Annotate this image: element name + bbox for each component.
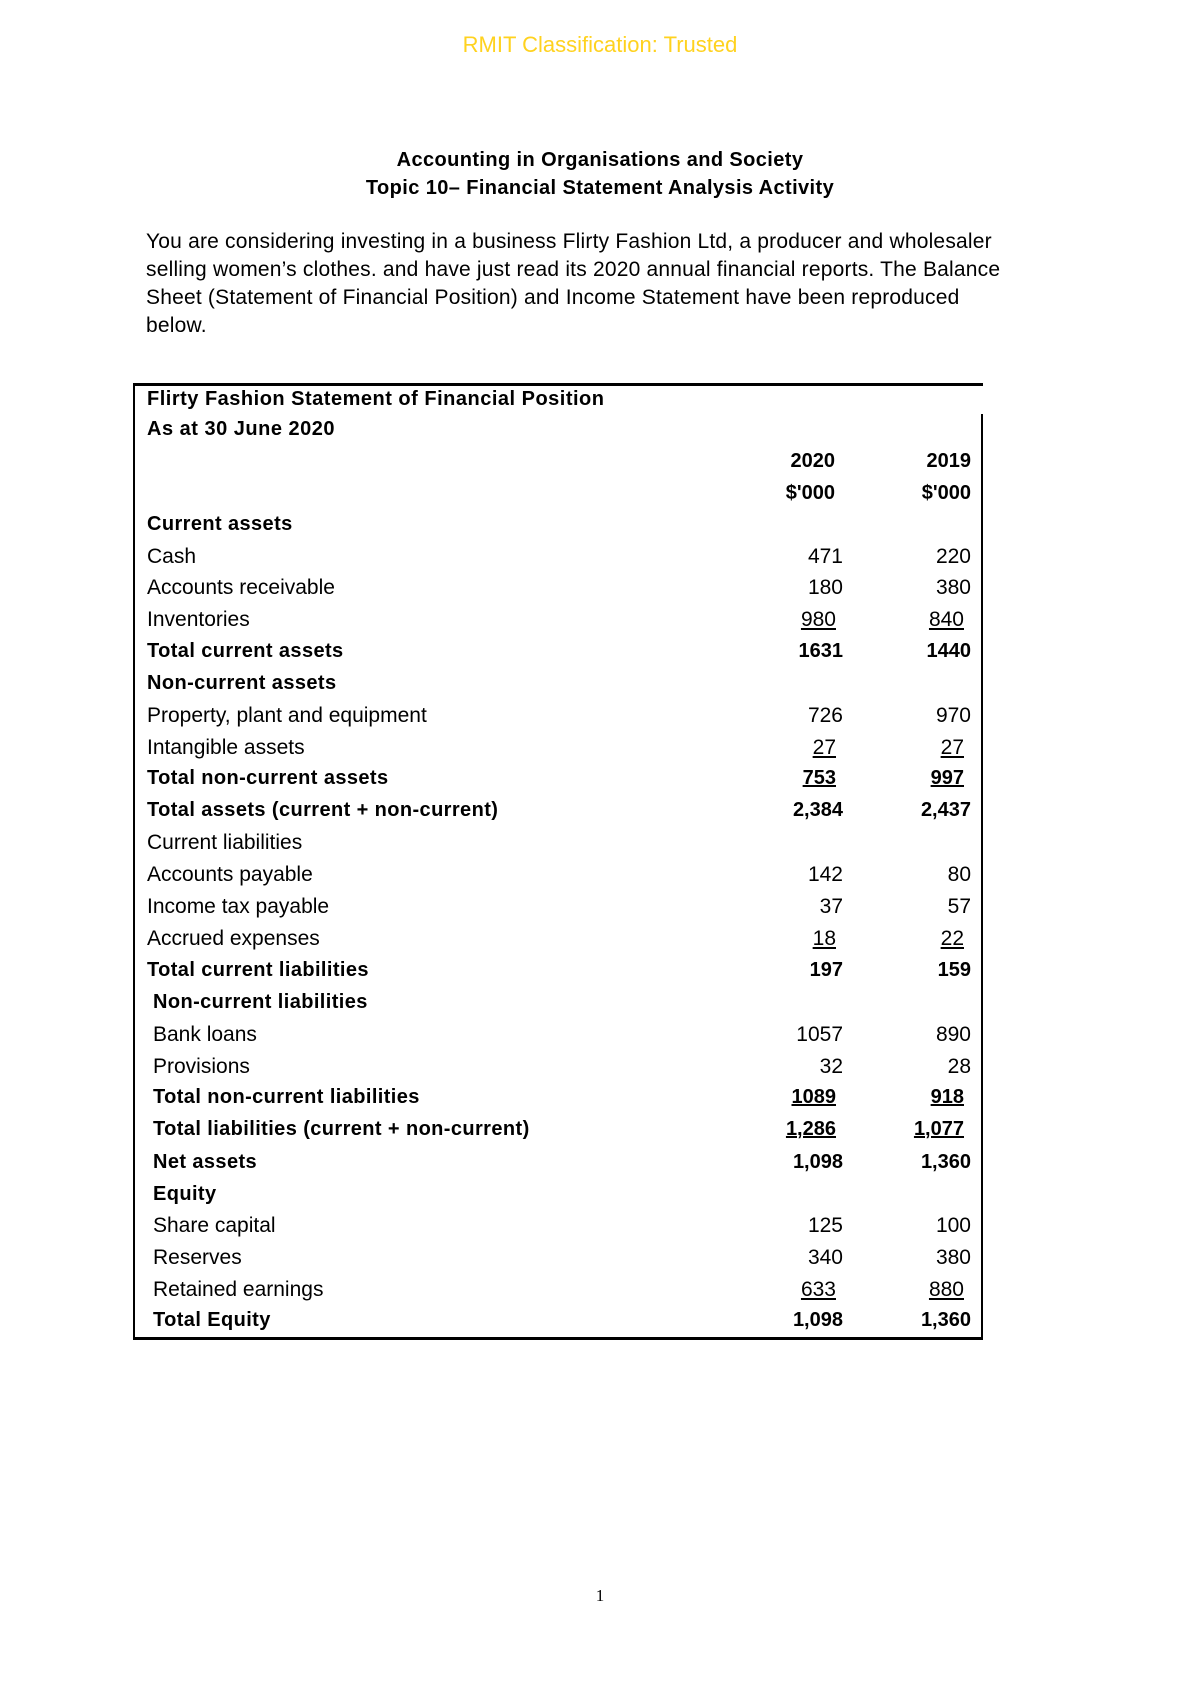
- unit-header-2020: $'000: [785, 482, 835, 504]
- row-value-2020: 753: [802, 767, 836, 789]
- row-value-2020: 1057: [796, 1023, 843, 1046]
- row-value-2019: 880: [928, 1278, 964, 1301]
- table-row: [135, 1055, 983, 1087]
- row-value-2020: 1,098: [792, 1151, 843, 1173]
- row-value-2019: 840: [928, 608, 964, 631]
- row-value-2019: 22: [940, 927, 964, 950]
- row-label: Reserves: [153, 1246, 242, 1269]
- row-label: Accounts receivable: [147, 576, 335, 599]
- row-label: Accounts payable: [147, 863, 313, 886]
- table-row: [135, 545, 983, 577]
- table-row: [135, 1183, 983, 1215]
- row-label: Bank loans: [153, 1023, 257, 1046]
- intro-line: below.: [146, 314, 207, 337]
- row-value-2019: 1,360: [920, 1309, 971, 1331]
- row-label: Cash: [147, 545, 197, 568]
- table-row: [135, 1118, 983, 1150]
- table-row: [135, 959, 983, 991]
- row-value-2019: 1,360: [920, 1151, 971, 1173]
- row-value-2019: 380: [935, 576, 971, 599]
- table-row: [135, 863, 983, 895]
- row-value-2020: 2,384: [792, 799, 843, 821]
- row-label: Inventories: [147, 608, 250, 631]
- row-label: Current assets: [147, 513, 293, 535]
- table-row: [135, 736, 983, 768]
- table-row: [135, 513, 983, 545]
- balance-sheet-table: [133, 383, 983, 1340]
- row-label: Total Equity: [153, 1309, 271, 1331]
- document-title: [0, 146, 1200, 202]
- table-row: [135, 991, 983, 1023]
- table-row: [135, 1309, 983, 1341]
- row-value-2020: 471: [807, 545, 843, 568]
- row-value-2019: 27: [940, 736, 964, 759]
- table-row: [135, 672, 983, 704]
- row-value-2020: 180: [807, 576, 843, 599]
- row-value-2019: 890: [935, 1023, 971, 1046]
- row-label: Accrued expenses: [147, 927, 320, 950]
- table-row: [135, 767, 983, 799]
- row-value-2019: 1440: [926, 640, 971, 662]
- row-value-2019: 57: [947, 895, 971, 918]
- row-label: Provisions: [153, 1055, 250, 1078]
- table-row: [135, 831, 983, 863]
- row-value-2020: 142: [807, 863, 843, 886]
- page-number: 1: [595, 1586, 605, 1605]
- row-label: Non-current liabilities: [153, 991, 368, 1013]
- row-value-2019: 380: [935, 1246, 971, 1269]
- table-row: [135, 799, 983, 831]
- table-row: [135, 1086, 983, 1118]
- table-row: [135, 1023, 983, 1055]
- title-course: Accounting in Organisations and Society: [396, 149, 804, 171]
- row-value-2020: 197: [809, 959, 843, 981]
- table-row: [135, 895, 983, 927]
- row-label: Total current liabilities: [147, 959, 369, 981]
- row-label: Equity: [153, 1183, 217, 1205]
- row-value-2019: 159: [937, 959, 971, 981]
- column-header-2020: 2020: [790, 450, 835, 472]
- row-value-2020: 1,286: [785, 1118, 836, 1140]
- table-row: [135, 608, 983, 640]
- statement-title: Flirty Fashion Statement of Financial Position: [147, 388, 605, 410]
- row-label: Property, plant and equipment: [147, 704, 427, 727]
- intro-line: selling women’s clothes. and have just read its 2020 annual financial reports. The Balance: [146, 258, 1001, 281]
- row-value-2020: 1,098: [792, 1309, 843, 1331]
- row-value-2020: 125: [807, 1214, 843, 1237]
- row-value-2020: 27: [812, 736, 836, 759]
- row-value-2020: 340: [807, 1246, 843, 1269]
- row-value-2020: 1089: [791, 1086, 836, 1108]
- row-value-2019: 1,077: [913, 1118, 964, 1140]
- row-label: Total current assets: [147, 640, 344, 662]
- row-value-2020: 18: [812, 927, 836, 950]
- row-value-2020: 633: [800, 1278, 836, 1301]
- row-value-2019: 2,437: [920, 799, 971, 821]
- row-label: Net assets: [153, 1151, 258, 1173]
- intro-paragraph: [146, 228, 1046, 340]
- column-header-2019: 2019: [926, 450, 971, 472]
- row-label: Total non-current liabilities: [153, 1086, 420, 1108]
- row-value-2020: 726: [807, 704, 843, 727]
- table-row: [135, 576, 983, 608]
- table-row: [135, 1214, 983, 1246]
- row-value-2019: 997: [930, 767, 964, 789]
- row-value-2020: 1631: [798, 640, 843, 662]
- row-label: Non-current assets: [147, 672, 337, 694]
- table-row: [135, 927, 983, 959]
- row-value-2020: 980: [800, 608, 836, 631]
- row-value-2020: 37: [819, 895, 843, 918]
- classification-header: RMIT Classification: Trusted: [462, 32, 738, 57]
- statement-subtitle: As at 30 June 2020: [147, 418, 335, 440]
- row-value-2019: 970: [935, 704, 971, 727]
- row-label: Current liabilities: [147, 831, 303, 854]
- row-label: Total non-current assets: [147, 767, 389, 789]
- intro-line: You are considering investing in a business Flirty Fashion Ltd, a producer and wholesaler: [146, 230, 992, 253]
- row-value-2019: 220: [935, 545, 971, 568]
- row-label: Income tax payable: [147, 895, 330, 918]
- row-label: Share capital: [153, 1214, 276, 1237]
- table-row: [135, 704, 983, 736]
- row-label: Intangible assets: [147, 736, 305, 759]
- intro-line: Sheet (Statement of Financial Position) and Income Statement have been reproduced: [146, 286, 960, 309]
- table-row: [135, 1151, 983, 1183]
- title-topic: Topic 10– Financial Statement Analysis Activity: [365, 177, 835, 199]
- row-value-2019: 28: [947, 1055, 971, 1078]
- row-label: Total liabilities (current + non-current): [153, 1118, 530, 1140]
- row-value-2019: 80: [947, 863, 971, 886]
- row-value-2020: 32: [819, 1055, 843, 1078]
- table-row: [135, 1246, 983, 1278]
- row-value-2019: 918: [930, 1086, 964, 1108]
- table-row: [135, 640, 983, 672]
- row-label: Retained earnings: [153, 1278, 324, 1301]
- table-row: [135, 1278, 983, 1310]
- row-value-2019: 100: [935, 1214, 971, 1237]
- unit-header-2019: $'000: [921, 482, 971, 504]
- row-label: Total assets (current + non-current): [147, 799, 499, 821]
